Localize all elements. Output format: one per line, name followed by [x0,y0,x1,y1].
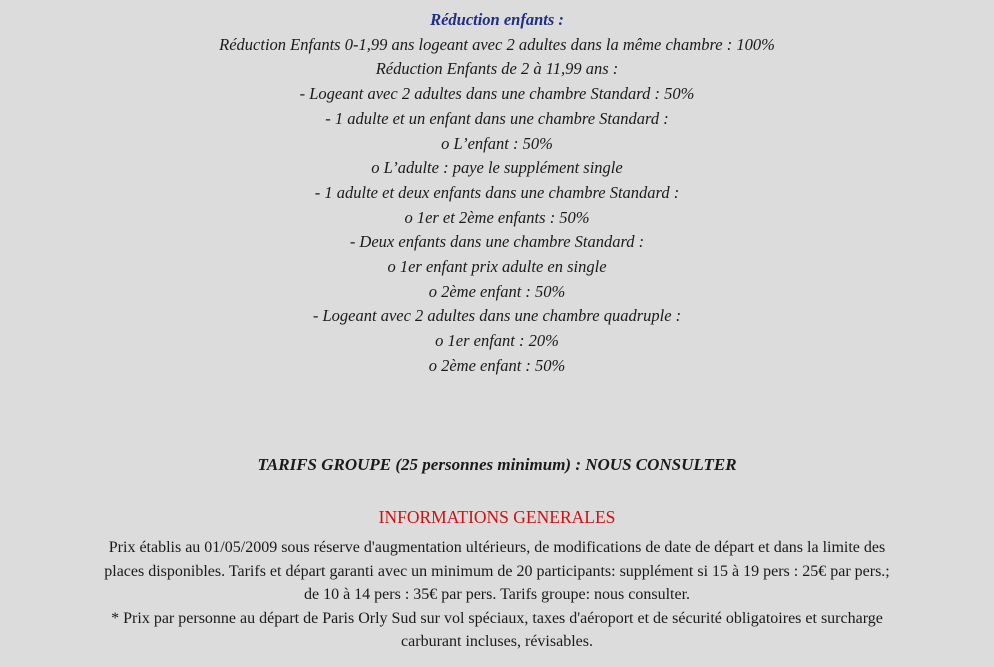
informations-generales-body [22,536,972,654]
info-line: Prix établis au 01/05/2009 sous réserve d'augmentation ultérieurs, de modifications de date de départ et dans la limite des [108,539,886,556]
reduction-line: - 1 adulte et un enfant dans une chambre Standard : [325,108,669,128]
reduction-line: Réduction Enfants 0-1,99 ans logeant avec 2 adultes dans la même chambre : 100% [219,34,775,54]
info-line: places disponibles. Tarifs et départ garanti avec un minimum de 20 participants: supplément si 15 à 19 pers : 25€ par pers.; [104,562,890,580]
reduction-line: Réduction Enfants de 2 à 11,99 ans : [375,59,619,79]
reduction-line: o 1er enfant : 20% [435,331,559,351]
info-line: * Prix par personne au départ de Paris Orly Sud sur vol spéciaux, taxes d'aéroport et de sécurité obligatoires et surcharge [111,609,883,627]
reduction-heading: Réduction enfants : [430,10,564,29]
info-line: de 10 à 14 pers : 35€ par pers. Tarifs groupe: nous consulter. [303,586,691,603]
reduction-line: o 1er et 2ème enfants : 50% [404,207,590,227]
reduction-line: o 2ème enfant : 50% [428,355,566,375]
informations-generales-title: INFORMATIONS GENERALES [378,507,616,527]
reduction-line: - Deux enfants dans une chambre Standard : [349,232,645,252]
reduction-line: o L’enfant : 50% [441,133,553,153]
tarifs-groupe-heading: TARIFS GROUPE (25 personnes minimum) : NOUS CONSULTER [257,455,737,474]
reduction-line: o L’adulte : paye le supplément single [371,158,623,178]
reduction-line: - Logeant avec 2 adultes dans une chambre Standard : 50% [299,84,695,104]
reduction-line: - 1 adulte et deux enfants dans une chambre Standard : [314,182,680,202]
reduction-line: o 1er enfant prix adulte en single [387,257,607,277]
reduction-line: - Logeant avec 2 adultes dans une chambre quadruple : [312,306,682,326]
info-line: carburant incluses, révisables. [401,633,593,650]
reduction-enfants-section [0,8,994,379]
reduction-line: o 2ème enfant : 50% [428,281,566,301]
